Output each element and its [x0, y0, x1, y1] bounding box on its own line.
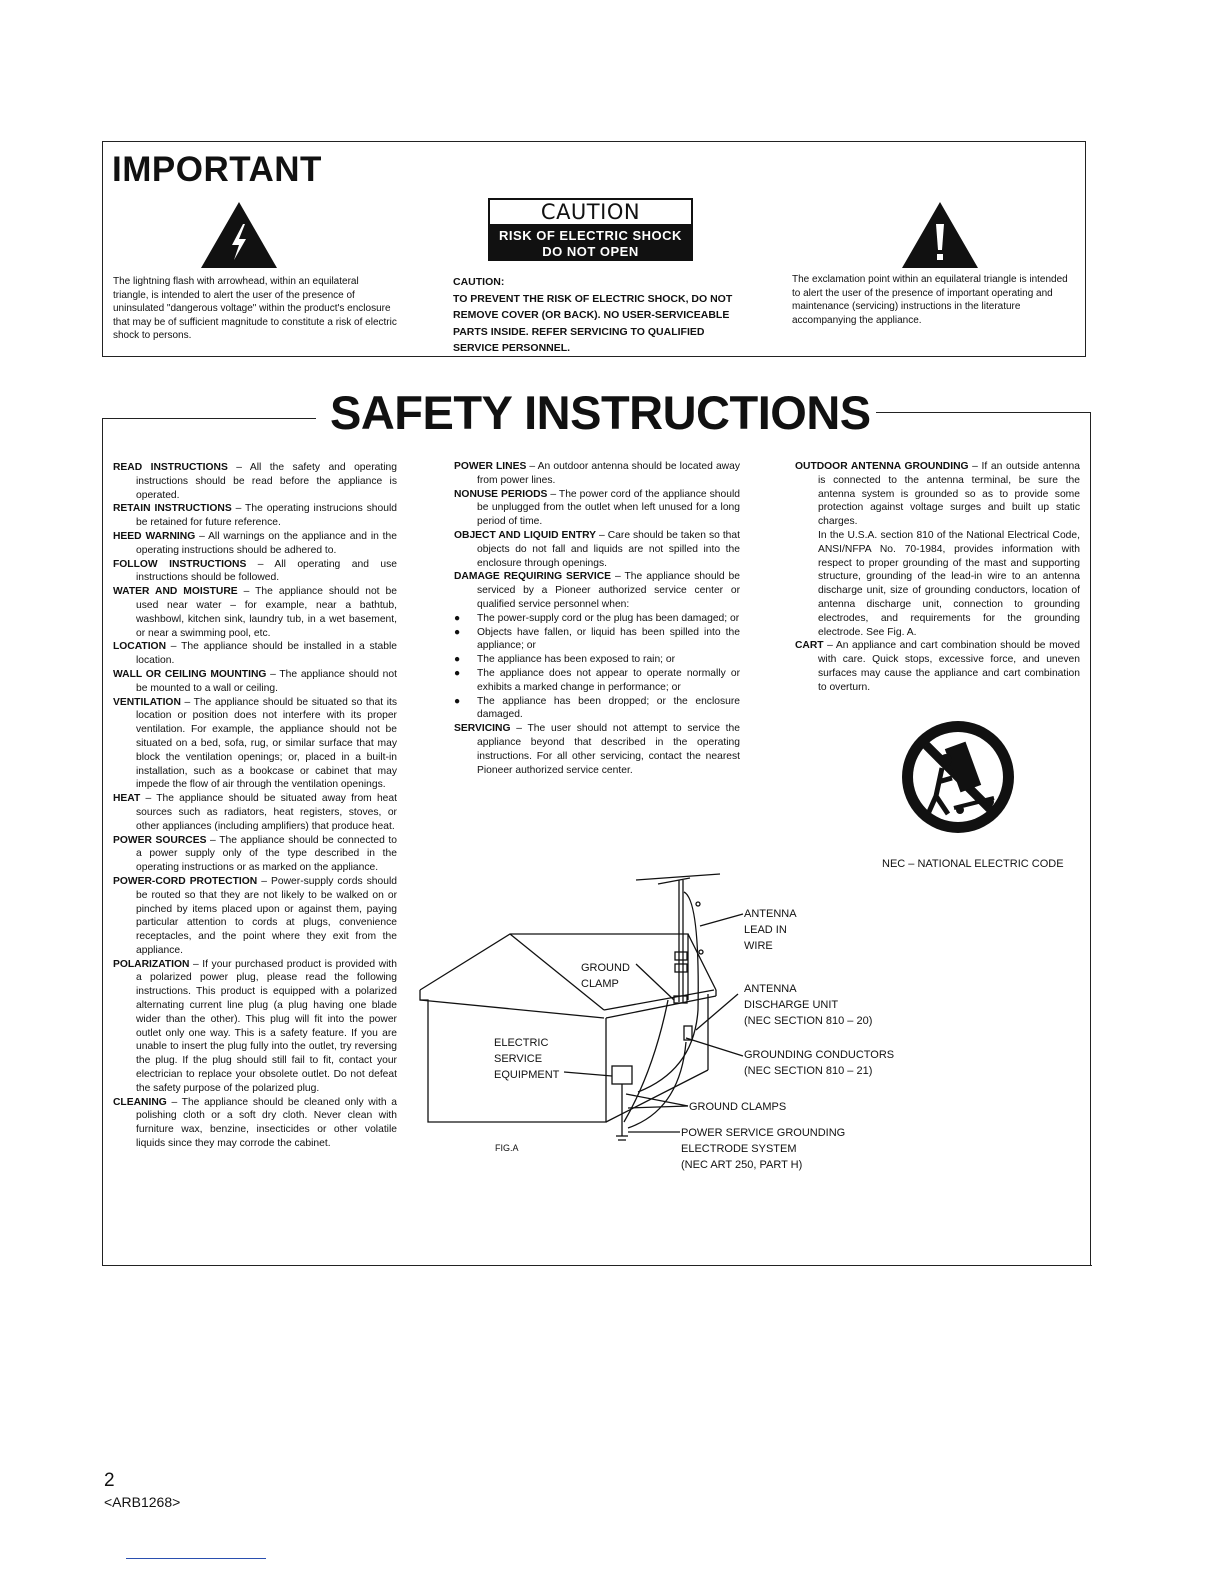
label-discharge-unit: ANTENNA DISCHARGE UNIT (NEC SECTION 810 – 20)	[744, 983, 873, 1027]
safety-item-right-0-heading: OUTDOOR ANTENNA GROUNDING	[795, 461, 969, 472]
safety-item-middle-1: NONUSE PERIODS – The power cord of the appliance should be unplugged from the outlet when left unused for a long period of time.	[454, 488, 740, 528]
damage-bullet-4: ● The appliance has been dropped; or the enclosure damaged.	[454, 695, 740, 721]
safety-item-middle-1-heading: NONUSE PERIODS	[454, 488, 548, 500]
label-grounding-conductors: GROUNDING CONDUCTORS (NEC SECTION 810 – 21)	[744, 1049, 895, 1077]
safety-rule-left	[102, 418, 316, 419]
safety-item-left-10-heading: POWER-CORD PROTECTION	[113, 875, 258, 887]
safety-item-left-5: LOCATION – The appliance should be installed in a stable location.	[113, 641, 397, 667]
safety-item-left-0-heading: READ INSTRUCTIONS	[113, 462, 228, 473]
safety-item-left-7-heading: VENTILATION	[113, 696, 181, 708]
lightning-warning-text: The lightning flash with arrowhead, within an equilateral triangle, is intended to alert the user of the presence of uninsulated "dangerous voltage" within the product's enclosure that may be of sufficient magnitude to constitute a risk of electric shock to persons.	[113, 276, 397, 341]
bullet-dot-icon: ●	[454, 695, 461, 707]
safety-item-middle-3-heading: DAMAGE REQUIRING SERVICE	[454, 571, 612, 583]
important-title: IMPORTANT	[112, 150, 322, 189]
damage-bullet-1: ● Objects have fallen, or liquid has been spilled into the appliance; or	[454, 626, 740, 652]
label-power-service: POWER SERVICE GROUNDING ELECTRODE SYSTEM (NEC ART 250, PART H)	[681, 1127, 846, 1171]
safety-box-left-edge	[102, 418, 103, 1266]
bullet-dot-icon: ●	[454, 654, 461, 666]
safety-item-left-3-heading: FOLLOW INSTRUCTIONS	[113, 558, 247, 570]
safety-item-left-12: CLEANING – The appliance should be cleaned only with a polishing cloth or a soft dry cloth. Never clean with furniture wax, benzine, insecticides or other volatile liquids since they may corrode the cabinet.	[113, 1096, 397, 1150]
antenna-grounding-diagram	[418, 860, 778, 1170]
safety-item-left-11-heading: POLARIZATION	[113, 958, 190, 970]
safety-item-middle-3: DAMAGE REQUIRING SERVICE – The appliance should be serviced by a Pioneer authorized service center or qualified service personnel when:	[454, 571, 741, 610]
safety-item-middle-2: OBJECT AND LIQUID ENTRY – Care should be taken so that objects do not fall and liquids are not spilled into the enclosure through openings.	[454, 529, 740, 569]
document-code: <ARB1268>	[104, 1494, 181, 1510]
damage-bullet-3: ● The appliance does not appear to operate normally or exhibits a marked change in performance; or	[454, 667, 740, 693]
bullet-dot-icon: ●	[454, 626, 461, 638]
caution-band	[488, 226, 693, 261]
caution-label: CAUTION	[488, 198, 693, 226]
label-antenna-lead-in: ANTENNA LEAD IN WIRE	[744, 908, 797, 952]
safety-item-left-2: HEED WARNING – All warnings on the appliance and in the operating instructions should be adhered to.	[113, 530, 397, 556]
safety-item-right-1-heading: CART	[795, 640, 824, 652]
safety-item-left-9: POWER SOURCES – The appliance should be connected to a power supply only of the type described in the operating instructions or as marked on the appliance.	[113, 834, 397, 874]
bottom-rule	[126, 1558, 266, 1559]
safety-column-right	[795, 460, 1080, 695]
safety-item-servicing-heading: SERVICING	[454, 723, 511, 735]
bullet-dot-icon: ●	[454, 612, 461, 624]
safety-item-left-12-heading: CLEANING	[113, 1096, 167, 1108]
safety-box-bottom-edge	[102, 1265, 1092, 1266]
caution-band-line-1: RISK OF ELECTRIC SHOCK	[499, 228, 682, 243]
nec-legend: NEC – NATIONAL ELECTRIC CODE	[882, 858, 1064, 870]
safety-item-left-4: WATER AND MOISTURE – The appliance should not be used near water – for example, near a bathtub, washbowl, kitchen sink, laundry tub, in a wet basement, or near a swimming pool, etc.	[113, 586, 397, 639]
safety-item-right-1: CART – An appliance and cart combination should be moved with care. Quick stops, excessive force, and uneven surfaces may cause the appliance and cart combination to overturn.	[795, 640, 1080, 693]
safety-item-left-8: HEAT – The appliance should be situated away from heat sources such as radiators, heat registers, stoves, or other appliances (including amplifiers) that produce heat.	[113, 793, 397, 832]
safety-item-left-3: FOLLOW INSTRUCTIONS – All operating and use instructions should be followed.	[113, 558, 397, 584]
safety-title: SAFETY INSTRUCTIONS	[330, 386, 871, 439]
safety-item-left-1: RETAIN INSTRUCTIONS – The operating instrucions should be retained for future reference.	[113, 503, 397, 529]
safety-column-left	[113, 461, 397, 1151]
safety-item-servicing: SERVICING – The user should not attempt to service the appliance beyond that described in the operating instructions. For all other servicing, contact the nearest Pioneer authorized service center.	[454, 723, 740, 776]
damage-bullet-0: ● The power-supply cord or the plug has been damaged; or	[454, 612, 740, 624]
safety-item-left-9-heading: POWER SOURCES	[113, 834, 207, 846]
safety-item-left-7: VENTILATION – The appliance should be situated so that its location or position does not interfere with its proper ventilation. For example, the appliance should not be situated on a bed, sofa, rug, or similar surface that may block the ventilation openings; or, placed in a built-in installation, such as a bookcase or cabinet that may impede the flow of air through the ventilation openings.	[113, 696, 397, 791]
safety-item-left-1-heading: RETAIN INSTRUCTIONS	[113, 503, 232, 515]
label-ground-clamps: GROUND CLAMPS	[689, 1101, 787, 1113]
damage-bullet-2: ● The appliance has been exposed to rain; or	[454, 654, 676, 666]
safety-box-right-edge	[1090, 412, 1091, 1266]
safety-rule-right	[876, 412, 1091, 413]
safety-item-left-6: WALL OR CEILING MOUNTING – The appliance should not be mounted to a wall or ceiling.	[113, 668, 397, 694]
safety-item-left-6-heading: WALL OR CEILING MOUNTING	[113, 668, 267, 680]
label-ground-clamp: GROUND CLAMP	[581, 962, 630, 990]
safety-item-left-11: POLARIZATION – If your purchased product is provided with a polarized power plug, please read the following instructions. This product is equipped with a polarized alternating current line plug (a plug having one blade wider than the other). This plug will fit into the power outlet only one way. This is a safety feature. If you are unable to insert the plug fully into the outlet, try reversing the plug. If the plug should still fail to fit, contact your electrician to replace your obsolete outlet. Do not defeat the safety purpose of the polarized plug.	[113, 958, 397, 1094]
safety-item-left-0: READ INSTRUCTIONS – All the safety and operating instructions should be read before the appliance is operated.	[113, 462, 398, 501]
exclamation-warning-text: The exclamation point within an equilateral triangle is intended to alert the user of the presence of important operating and maintenance (servicing) instructions in the literature accompanying the appliance.	[792, 274, 1068, 326]
safety-item-left-5-heading: LOCATION	[113, 641, 167, 653]
safety-column-middle	[454, 460, 740, 777]
lightning-triangle-icon	[199, 200, 279, 270]
caution-band-line-2: DO NOT OPEN	[542, 243, 639, 259]
label-electric-service: ELECTRIC SERVICE EQUIPMENT	[494, 1037, 560, 1081]
figure-label: FIG.A	[495, 1143, 519, 1153]
safety-item-middle-2-heading: OBJECT AND LIQUID ENTRY	[454, 529, 597, 541]
cart-tipover-warning-icon	[898, 718, 1018, 836]
caution-text: CAUTION: TO PREVENT THE RISK OF ELECTRIC SHOCK, DO NOT REMOVE COVER (OR BACK). NO USER-SERVICEABLE PARTS INSIDE. REFER SERVICING TO QUALIFIED SERVICE PERSONNEL.	[453, 276, 733, 354]
safety-item-left-4-heading: WATER AND MOISTURE	[113, 586, 238, 598]
safety-item-left-8-heading: HEAT	[113, 793, 141, 805]
safety-item-left-2-heading: HEED WARNING	[113, 530, 196, 542]
safety-item-left-10: POWER-CORD PROTECTION – Power-supply cords should be routed so that they are not likely to be walked on or pinched by items placed upon or against them, paying particular attention to cords at plugs, convenience receptacles, and the point where they exit from the appliance.	[113, 875, 397, 956]
bullet-dot-icon: ●	[454, 667, 461, 679]
exclamation-triangle-icon	[900, 200, 980, 270]
safety-item-right-0: OUTDOOR ANTENNA GROUNDING – If an outside antenna is connected to the antenna terminal, be sure the antenna system is grounded so as to provide some protection against voltage surges and built up static charges. In the U.S.A. section 810 of the National Electrical Code, ANSI/NFPA No. 70-1984, provides information with respect to proper grounding of the mast and supporting structure, grounding of the lead-in wire to an antenna discharge unit, size of grounding conductors, location of antenna discharge unit, connection to grounding electrodes, and requirements for the grounding electrode. See Fig. A.	[795, 461, 1080, 638]
safety-item-middle-0: POWER LINES – An outdoor antenna should be located away from power lines.	[454, 461, 740, 486]
page-number: 2	[104, 1470, 115, 1491]
safety-item-middle-0-heading: POWER LINES	[454, 461, 527, 472]
